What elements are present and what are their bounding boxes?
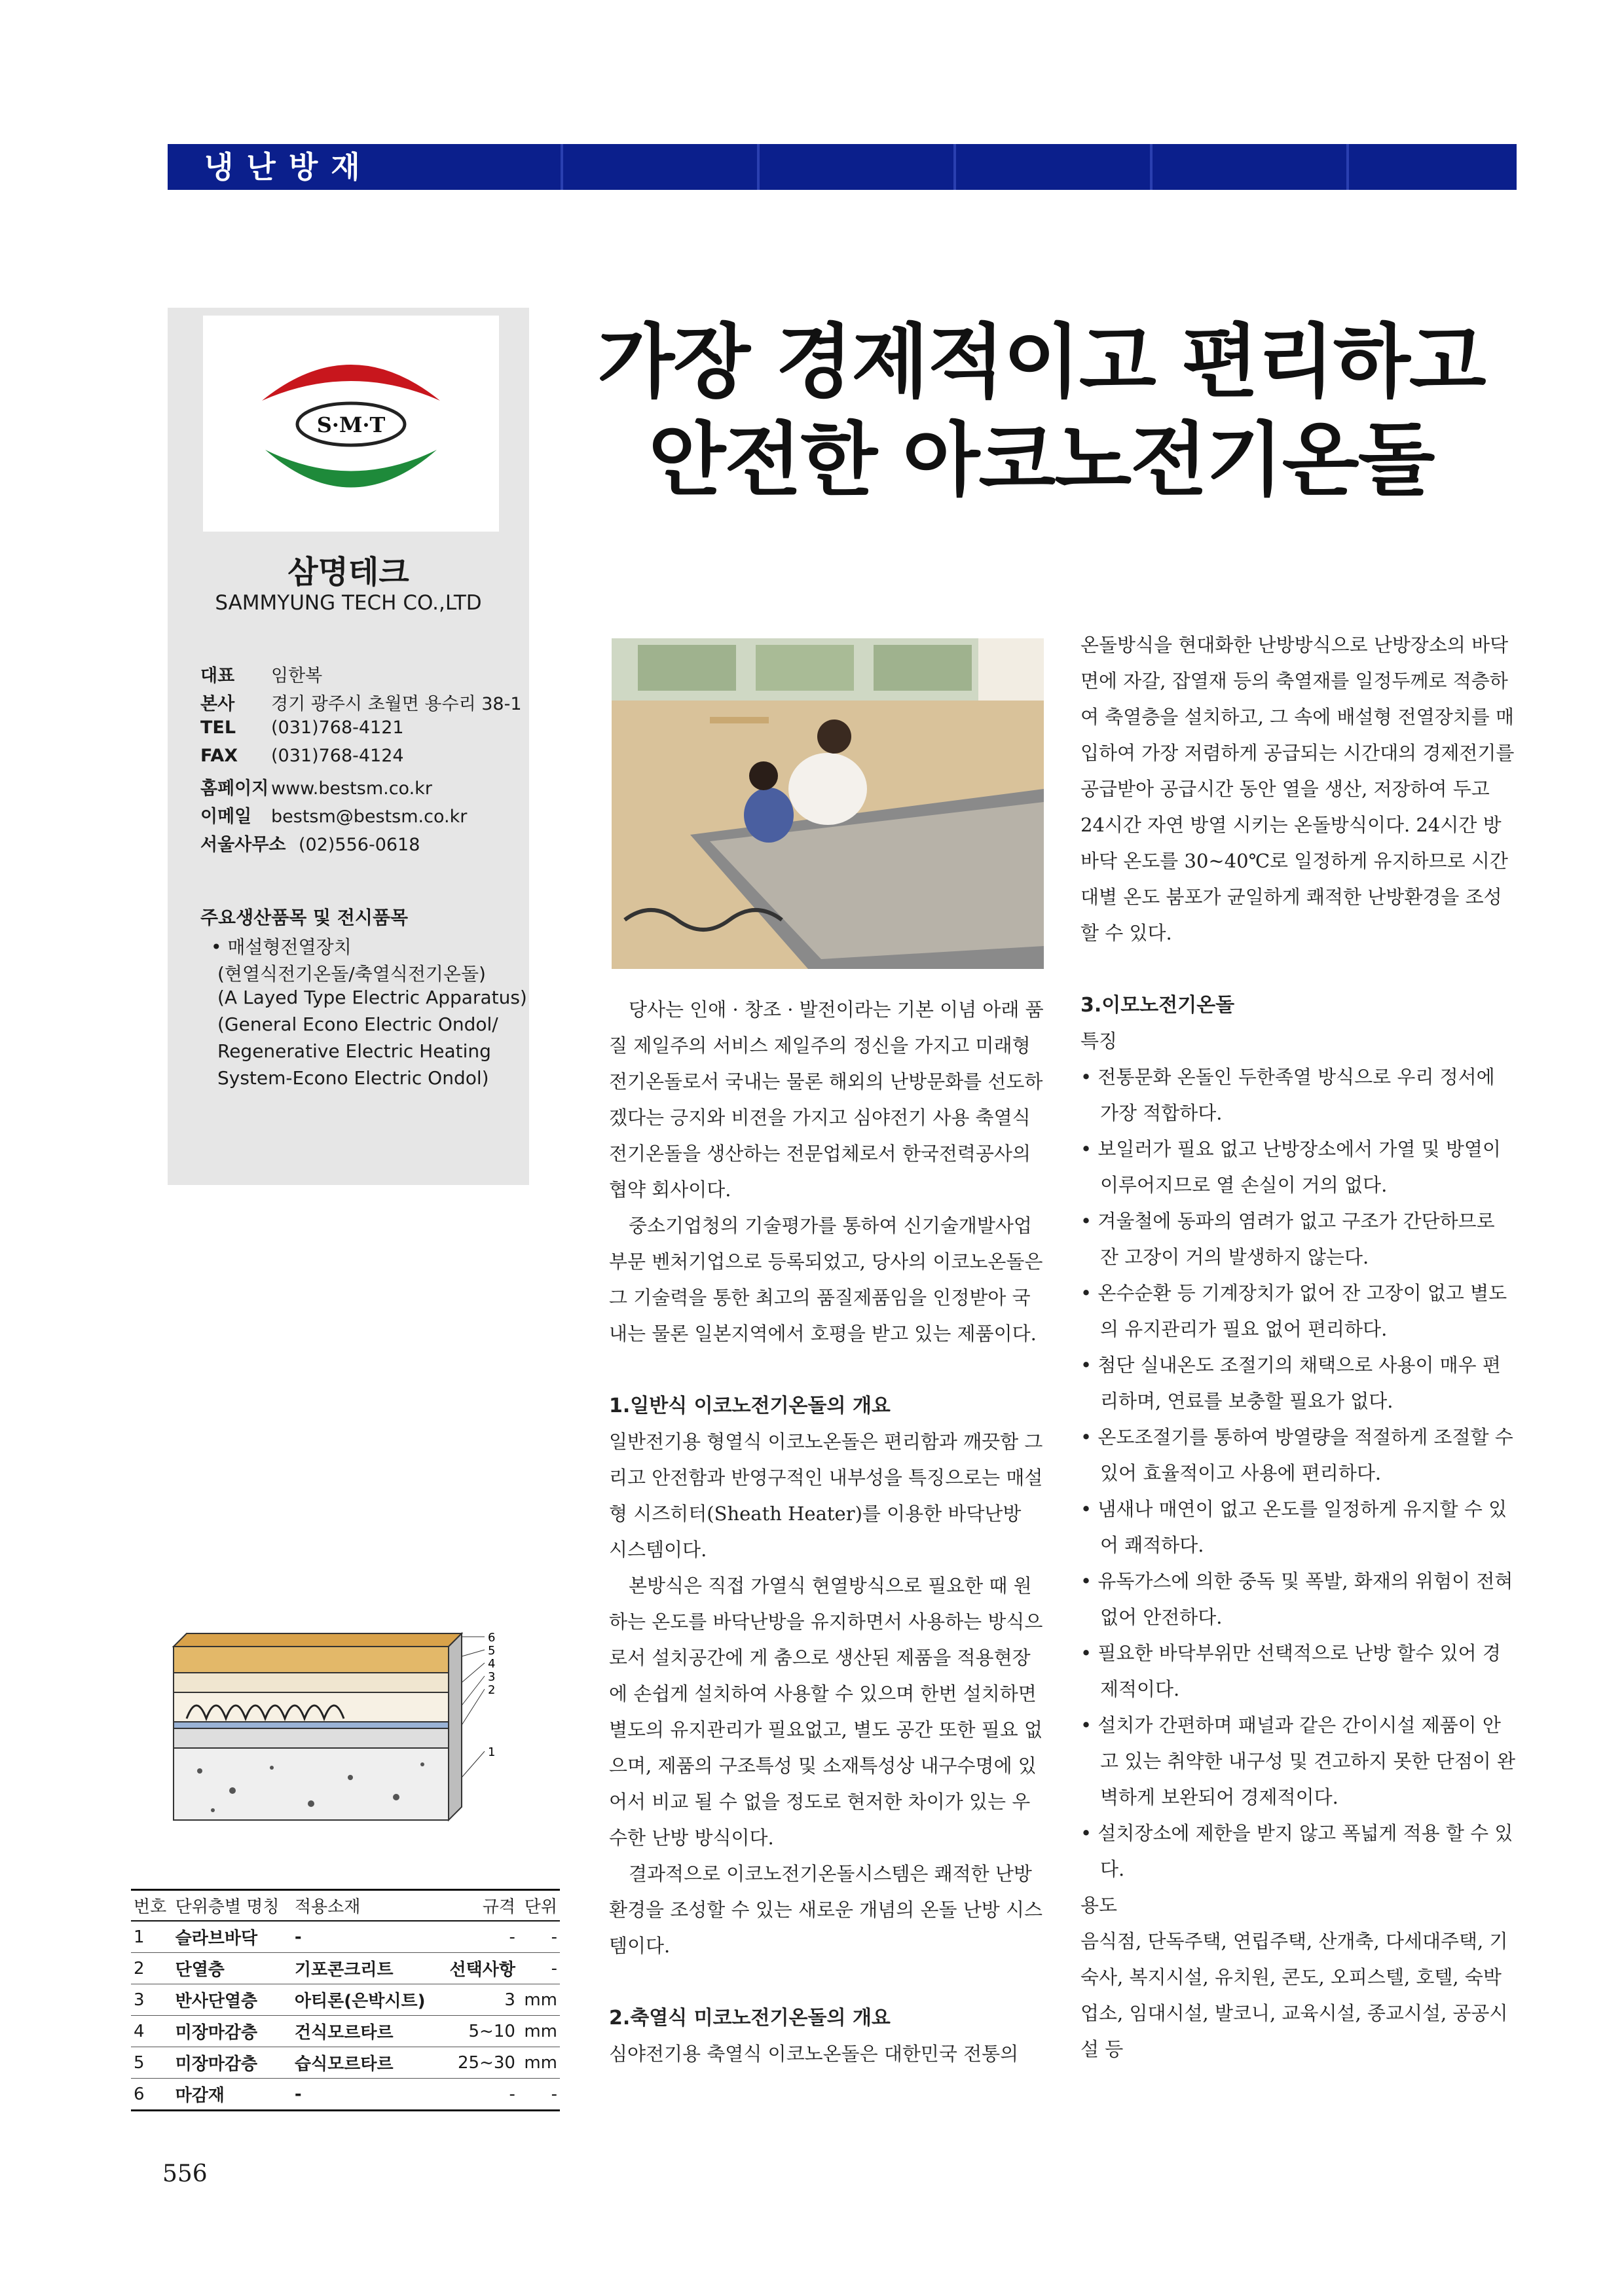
table-row: 6 마감재 - - - [131,2079,560,2111]
paragraph: 중소기업청의 기술평가를 통하여 신기술개발사업 부문 벤처기업으로 등록되었고, 당사의 이코노온돌은 그 기술력을 통한 최고의 품질제품임을 인정받아 국내는 물론 일본지역에서 호평을 받고 있는 제품이다. [609,1214,1043,1345]
section-heading: 3.이모노전기온돌 [1080,994,1235,1017]
header-divider [953,144,956,190]
feature-item: • 전통문화 온돌인 두한족열 방식으로 우리 정서에 가장 적합하다. [1080,1066,1495,1124]
info-email: 이메일 bestsm@bestsm.co.kr [200,807,468,827]
paragraph: 온돌방식을 현대화한 난방방식으로 난방장소의 바닥면에 자갈, 잡열재 등의 축열재를 일정두께로 적층하여 축열층을 설치하고, 그 속에 배설형 전열장치를 매입하여 가장 저렴하게 공급되는 시간대의 경제전기를 공급받아 공급시간 동안 열을 생산, 저장하여 두고 24시간 자연 방열 시키는 온돌방식이다. 24시간 방바닥 온도를 30~40℃로 일정하게 유지하므로 시간대별 온도 붐포가 균일하게 쾌적한 난방환경을 조성할 수 있다. [1080,634,1515,944]
features-label: 특징 [1080,1030,1118,1052]
table-row: 4 미장마감층 건식모르타르 5~10 mm [131,2016,560,2047]
info-seoul-office: 서울사무소 (02)556-0618 [200,835,420,855]
paragraph: 당사는 인애 · 창조 · 발전이라는 기본 이념 아래 품질 제일주의 서비스 제일주의 정신을 가지고 미래형 전기온돌로서 국내는 물론 해외의 난방문화를 선도하겠다는 긍지와 비젼을 가지고 심야전기 사용 축열식 전기온돌을 생산하는 전문업체로서 한국전력공사의 협약 회사이다. [609,998,1044,1201]
smt-logo-icon [203,316,499,532]
table-row: 2 단열층 기포콘크리트 선택사항 - [131,1953,560,1984]
product-line: Regenerative Electric Heating [217,1040,491,1062]
company-name: 삼명테크 [287,554,409,591]
article-title-line-1: 가장 경제적이고 편리하고 [597,316,1485,409]
feature-item: • 유독가스에 의한 중독 및 폭발, 화재의 위험이 전혀 없어 안전하다. [1080,1570,1513,1628]
product-line: • 매설형전열장치 [211,936,352,958]
product-line: (현열식전기온돌/축열식전기온돌) [217,963,486,985]
floor-layer-diagram [134,1620,514,1853]
svg-text:S·M·T: S·M·T [316,412,386,437]
company-logo [203,316,499,532]
feature-item: • 설치가 간편하며 패널과 같은 간이시설 제품이 안고 있는 취약한 내구성 및 견고하지 못한 단점이 완벽하게 보완되어 경제적이다. [1080,1714,1516,1808]
svg-text:3: 3 [488,1670,496,1684]
page-number: 556 [162,2160,208,2187]
feature-item: • 필요한 바닥부위만 선택적으로 난방 할수 있어 경제적이다. [1080,1642,1501,1700]
section-heading: 2.축열식 미코노전기온돌의 개요 [609,2007,891,2030]
article-title-line-2: 안전한 아코노전기온돌 [648,414,1434,507]
section-heading: 1.일반식 이코노전기온돌의 개요 [609,1394,891,1417]
feature-item: • 온수순환 등 기계장치가 없어 잔 고장이 없고 별도의 유지관리가 필요 없어 편리하다. [1080,1282,1507,1340]
table-header-row [131,1890,560,1922]
product-line: (General Econo Electric Ondol/ [217,1013,498,1035]
table-header: 단위 [518,1890,560,1922]
company-name-english: SAMMYUNG TECH CO.,LTD [215,591,482,615]
middle-text-column [609,992,1044,2072]
section-header-bar [168,144,1517,190]
svg-text:1: 1 [488,1745,496,1759]
svg-text:5: 5 [488,1644,496,1658]
product-line: System-Econo Electric Ondol) [217,1067,489,1089]
product-line: (A Layed Type Electric Apparatus) [217,987,527,1008]
usage-label: 용도 [1080,1894,1118,1916]
table-header: 단위층별 명칭 [173,1890,292,1922]
feature-item: • 첨단 실내온도 조절기의 채택으로 사용이 매우 편리하며, 연료를 보충할 필요가 없다. [1080,1354,1501,1412]
feature-item: • 온도조절기를 통하여 방열량을 적절하게 조절할 수 있어 효율적이고 사용에 편리하다. [1080,1426,1513,1484]
feature-item: • 겨울철에 동파의 염려가 없고 구조가 간단하므로 잔 고장이 거의 발생하지 않는다. [1080,1210,1495,1268]
table-row: 5 미장마감층 습식모르타르 25~30 mm [131,2047,560,2079]
feature-item: • 설치장소에 제한을 받지 않고 폭넓게 적용 할 수 있다. [1080,1822,1513,1880]
header-divider [561,144,563,190]
layer-spec-table [131,1889,560,2111]
table-header: 번호 [131,1890,173,1922]
feature-item: • 보일러가 필요 없고 난방장소에서 가열 및 방열이 이루어지므로 열 손실이 거의 없다. [1080,1138,1501,1196]
table-header: 규격 [441,1890,518,1922]
table-header: 적용소재 [292,1890,441,1922]
svg-text:4: 4 [488,1657,496,1671]
header-divider [1346,144,1349,190]
info-address: 본사 경기 광주시 초월면 용수리 38-1 [200,694,522,714]
feature-item: • 냄새나 매연이 없고 온도를 일정하게 유지할 수 있어 쾌적하다. [1080,1498,1507,1556]
svg-text:6: 6 [488,1631,496,1645]
section-label: 냉난방재 [204,149,373,185]
paragraph: 심야전기용 축열식 이코노온돌은 대한민국 전통의 [609,2043,1019,2065]
svg-text:2: 2 [488,1683,496,1697]
products-title: 주요생산품목 및 전시품목 [200,907,409,928]
usage-list: 음식점, 단독주택, 연립주택, 산개축, 다세대주택, 기숙사, 복지시설, 유치원, 콘도, 오피스텔, 호텔, 숙박업소, 임대시설, 발코니, 교육시설, 종교시설, 공공시설 등 [1080,1930,1508,2060]
info-ceo: 대표 임한복 [200,666,323,686]
paragraph: 본방식은 직접 가열식 현열방식으로 필요한 때 원하는 온도를 바닥난방을 유지하면서 사용하는 방식으로서 설치공간에 게 춤으로 생산된 제품을 적용현장에 손쉽게 설치하여 사용할 수 있으며 한번 설치하면 별도의 유지관리가 필요없고, 별도 공간 또한 필요 없으며, 제품의 구조특성 및 소재특성상 내구수명에 있어서 비교 될 수 없을 정도로 현저한 차이가 있는 우수한 난방 방식이다. [609,1575,1043,1849]
info-fax: FAX (031)768-4124 [200,746,404,766]
table-row: 3 반사단열층 아티론(은박시트) 3 mm [131,1984,560,2016]
paragraph: 결과적으로 이코노전기온돌시스템은 쾌적한 난방환경을 조성할 수 있는 새로운 개념의 온돌 난방 시스템이다. [609,1863,1043,1957]
header-divider [757,144,760,190]
info-tel: TEL (031)768-4121 [200,718,404,738]
info-homepage: 홈페이지 www.bestsm.co.kr [200,778,432,799]
table-row: 1 슬라브바닥 - - - [131,1921,560,1953]
header-divider [1150,144,1153,190]
right-text-column [1080,627,1516,2068]
product-photo [612,638,1044,969]
paragraph: 일반전기용 형열식 이코노온돌은 편리함과 깨끗함 그리고 안전함과 반영구적인 내부성을 특징으로는 매설형 시즈히터(Sheath Heater)를 이용한 바닥난방 시스템이다. [609,1430,1043,1561]
